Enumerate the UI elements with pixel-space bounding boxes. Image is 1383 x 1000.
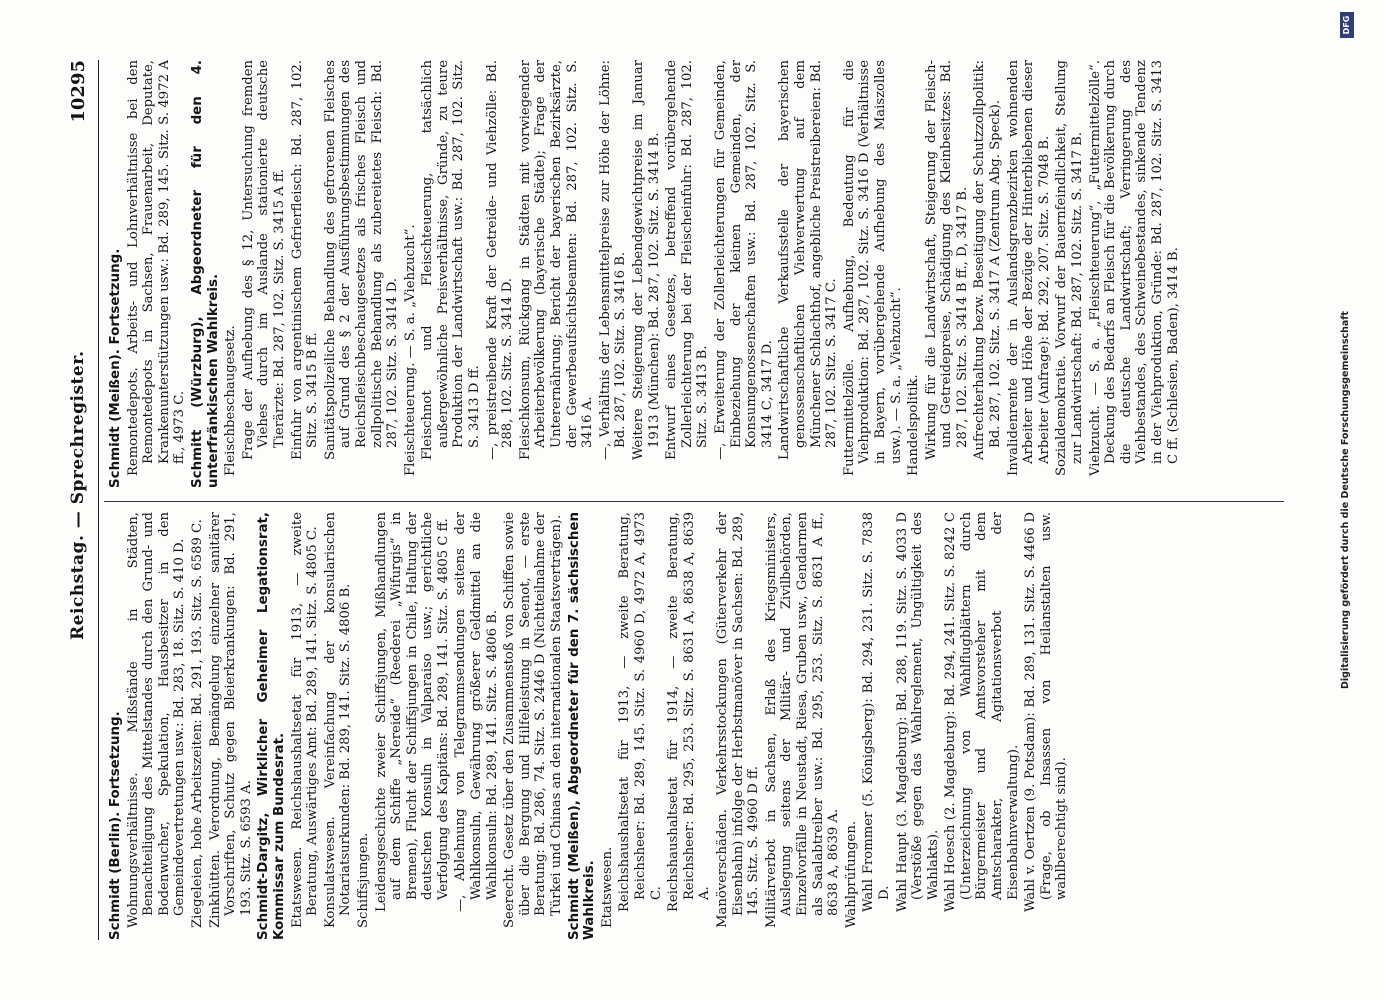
index-entry: Militärverbot in Sachsen, Erlaß des Kriegsministers, Auslegung seitens der Militär- und Zivilbehörden, Einzelvorfälle in Neustadt, Riesa, Gruben usw., Gendarmen als Saalabtreiber usw.: Bd. 295, 253. Sitz. S. 8631 A ff., 8638 A, 8639 A. bbox=[763, 512, 842, 928]
index-entry: Viehzucht. — S. a. „Fleischteuerung“, „Futtermittelzölle“. Deckung des Bedarfs an Fleisch für die Bevölkerung durch die deutsche Landwirtschaft; Verringerung des Viehbestandes, des Schweinebestandes, sinkende Tendenz in der Viehproduktion, Gründe: Bd. 287, 102. Sitz. S. 3413 C ff. (Schlesien, Baden), 3414 B. bbox=[1087, 60, 1181, 476]
index-entry: Einfuhr von argentinischem Gefrierfleisch: Bd. 287, 102. Sitz. S. 3415 B ff. bbox=[289, 60, 321, 460]
index-entry: Frage der Aufhebung des § 12, Untersuchung fremden Viehes durch im Auslande stationierte deutsche Tierärzte: Bd. 287, 102. Sitz. S. 3415 A ff. bbox=[240, 60, 287, 460]
index-entry: —, Verhältnis der Lebensmittelpreise zur Höhe der Löhne: Bd. 287, 102. Sitz. S. 3416 B. bbox=[597, 60, 629, 460]
entry-heading: Schmidt (Meißen). Fortsetzung. bbox=[108, 248, 123, 488]
index-entry: Wahl v. Oertzen (9. Potsdam): Bd. 289, 131. Sitz. S. 4466 D (Frage, ob Insassen von Heilanstalten usw. wahlberechtigt sind). bbox=[1023, 512, 1070, 912]
left-column bbox=[108, 512, 1313, 940]
index-entry: Wahl Haupt (3. Magdeburg): Bd. 288, 119. Sitz. S. 4033 D (Verstöße gegen das Wahlreglement, Ungültigkeit des Wahlakts). bbox=[894, 512, 941, 912]
index-entry: Ziegeleien, hohe Arbeitszeiten: Bd. 291, 193. Sitz. S. 6589 C. bbox=[189, 519, 205, 928]
index-entry: Zinkhütten. Verordnung, Bemängelung einzelner sanitärer Vorschriften, Schutz gegen Bleierkrankungen: Bd. 291, 193. Sitz. S. 6593 A. bbox=[207, 512, 254, 928]
index-entry: Seerecht. Gesetz über den Zusammenstoß von Schiffen sowie über die Bergung und Hilfeleistung in Seenot, — erste Beratung: Bd. 286, 74. Sitz. S. 2446 D (Nichtteilnahme der Türkei und Chinas an den internationalen Staatsverträgen). bbox=[502, 512, 565, 928]
index-entry: Wirkung für die Landwirtschaft, Steigerung der Fleisch- und Getreidepreise, Schädigung des Kleinbesitzes: Bd. 287, 102. Sitz. S. 3414 B ff., D, 3417 B. bbox=[923, 60, 970, 460]
index-entry: Manöverschäden. Verkehrsstockungen (Güterverkehr der Eisenbahn) infolge der Herbstmanöver in Sachsen: Bd. 289, 145. Sitz. S. 4960 D ff. bbox=[714, 512, 762, 928]
index-entry: Leidensgeschichte zweier Schiffsjungen, Mißhandlungen auf dem Schiffe „Nereide“ (Reederei „Wifurgis“ in Bremen), Flucht der Schiffsjungen in Chile, Haltung der deutschen Konsuln in Valparaiso usw.; gerichtliche Verfolgung des Kapitäns: Bd. 289, 141. Sitz. S. 4805 C ff. bbox=[373, 512, 451, 912]
entry-heading: Schmitt (Würzburg), Abgeordneter für den 4. unterfränkischen Wahlkreis. bbox=[189, 60, 221, 488]
index-entry: —, Erweiterung der Zollerleichterungen für Gemeinden, Einbeziehung der kleinen Gemeinden, der Konsumgenossenschaften usw.: Bd. 287, 102. Sitz. S. 3414 C, 3417 D. bbox=[712, 60, 775, 460]
right-column bbox=[108, 60, 1313, 488]
index-entry: Fleischnot und Fleischteuerung, tatsächlich außergewöhnliche Preisverhältnisse, Gründe, zu teure Produktion der Landwirtschaft usw.: Bd. 287, 102. Sitz. S. 3413 D ff. bbox=[420, 60, 483, 460]
index-entry: Wahlprüfungen. bbox=[843, 820, 859, 928]
index-entry: Etatswesen. Reichshaushaltsetat für 1913, — zweite Beratung, Auswärtiges Amt: Bd. 289, 141. Sitz. S. 4805 C. bbox=[289, 512, 321, 928]
index-entry: Reichshaushaltsetat für 1913, — zweite Beratung, Reichsheer: Bd. 289, 145. Sitz. S. 4960 D, 4972 A, 4973 C. bbox=[617, 512, 664, 912]
dfg-logo: DFG bbox=[1340, 12, 1354, 38]
index-entry: Fleischteuerung. — S. a. „Viehzucht“. bbox=[402, 224, 418, 476]
digitization-credit: Digitalisierung gefördert durch die Deutsche Forschungsgemeinschaft bbox=[1340, 311, 1351, 689]
index-entry: Etatswesen. bbox=[599, 846, 615, 928]
index-entry: Futtermittelzölle. Aufhebung, Bedeutung für die Viehproduktion: Bd. 287, 102. Sitz. S. 3416 D (Verhältnisse in Bayern, vorübergehende Aufhebung des Maiszolles usw.). — S. a. „Viehzucht“. bbox=[841, 60, 904, 476]
entry-heading: Schmidt (Berlin). Fortsetzung. bbox=[108, 711, 123, 940]
page-title: Reichstag. — Sprechregister. bbox=[68, 350, 88, 640]
header-rule bbox=[98, 60, 99, 940]
index-entry: —, preistreibende Kraft der Getreide- und Viehzölle: Bd. 288, 102. Sitz. S. 3414 D. bbox=[484, 60, 516, 460]
index-entry: Sanitätspolizeiliche Behandlung des gefrorenen Fleisches auf Grund des § 2 der Ausführungsbestimmungen des Reichsfleischbeschaugesetzes als frisches Fleisch und zollpolitische Behandlung als zubereitetes Fleisch: Bd. 287, 102. Sitz. S. 3414 D. bbox=[322, 60, 401, 460]
index-entry: Sozialdemokratie. Vorwurf der Bauernfeindlichkeit, Stellung zur Landwirtschaft: Bd. 287, 102. Sitz. S. 3417 B. bbox=[1054, 60, 1086, 476]
index-entry: Landwirtschaftliche Verkaufsstelle der bayerischen genossenschaftlichen Viehverwertung auf dem Münchener Schlachthof, angebliche Preistreibereien: Bd. 287, 102. Sitz. S. 3417 C. bbox=[777, 60, 840, 460]
index-entry: Konsulatswesen. Vereinfachung der konsularischen Notariatsurkunden: Bd. 289, 141. Sitz. S. 4806 B. bbox=[322, 512, 354, 928]
entry-heading: Schmidt (Meißen), Abgeordneter für den 7. sächsischen Wahlkreis. bbox=[566, 512, 598, 940]
index-entry: Wahl Hoesch (2. Magdeburg): Bd. 294, 241. Sitz. S. 8242 C (Unterzeichnung von Wahlflugblättern durch Bürgermeister und Amtsvorsteher mit dem Amtscharakter, Agitationsverbot der Eisenbahnverwaltung). bbox=[943, 512, 1021, 912]
index-entry: Schiffsjungen. bbox=[355, 832, 371, 928]
index-entry: Wahl Frommer (5. Königsberg): Bd. 294, 231. Sitz. S. 7838 D. bbox=[861, 512, 892, 912]
index-entry: Invalidenrente der in Auslandsgrenzbezirken wohnenden Arbeiter und Höhe der Bezüge der Hinterbliebenen dieser Arbeiter (Anfrage): Bd. 292, 207. Sitz. S. 7048 B. bbox=[1005, 60, 1052, 476]
index-entry: Reichshaushaltsetat für 1914, — zweite Beratung, Reichsheer: Bd. 295, 253. Sitz. S. 8631 A, 8638 A, 8639 A. bbox=[666, 512, 713, 912]
page-header bbox=[60, 60, 96, 940]
column-divider bbox=[104, 501, 1284, 502]
index-entry: Remontedepots. Arbeits- und Lohnverhältnisse bei den Remontedepots in Sachsen, Frauenarbeit, Deputate, Krankenunterstützungen usw.: Bd. 289, 145. Sitz. S. 4972 A ff., 4973 C. bbox=[125, 60, 188, 476]
index-entry: —, Ablehnung von Telegrammsendungen seitens der Wahlkonsuln, Gewährung größerer Geldmittel an die Wahlkonsuln: Bd. 289, 141. Sitz. S. 4806 B. bbox=[453, 512, 500, 912]
index-entry: Entwurf eines Gesetzes, betreffend vorübergehende Zollerleichterung bei der Fleischeinfuhr: Bd. 287, 102. Sitz. S. 3413 B. bbox=[664, 60, 711, 460]
index-entry: Fleischkonsum, Rückgang in Städten mit vorwiegender Arbeiterbevölkerung (bayerische Städte); Frage der Unterernährung; Bericht der bayerischen Bezirksärzte, der Gewerbeaufsichtsbeamten: Bd. 287, 102. Sitz. S. 3416 A. bbox=[517, 60, 596, 460]
index-entry: Weitere Steigerung der Lebendgewichtpreise im Januar 1913 (München): Bd. 287, 102. Sitz. S. 3414 B. bbox=[631, 60, 662, 460]
index-entry: Wohnungsverhältnisse. Mißstände in Städten, Benachteiligung des Mittelstandes durch den Grund- und Bodenwucher, Spekulation, Hausbesitzer in den Gemeindevertretungen usw.: Bd. 283, 18. Sitz. S. 410 D. bbox=[125, 512, 188, 928]
index-entry: Fleischbeschaugesetz. bbox=[223, 325, 239, 476]
index-entry: Aufrechterhaltung bezw. Beseitigung der Schutzzollpolitik: Bd. 287, 102. Sitz. S. 3417 A (Zentrum Abg. Speck). bbox=[972, 60, 1004, 460]
index-entry: Handelspolitik. bbox=[906, 374, 922, 476]
page-number: 10295 bbox=[68, 60, 89, 123]
entry-heading: Schmidt-Dargitz, Wirklicher Geheimer Legationsrat, Kommissar zum Bundesrat. bbox=[256, 512, 287, 940]
